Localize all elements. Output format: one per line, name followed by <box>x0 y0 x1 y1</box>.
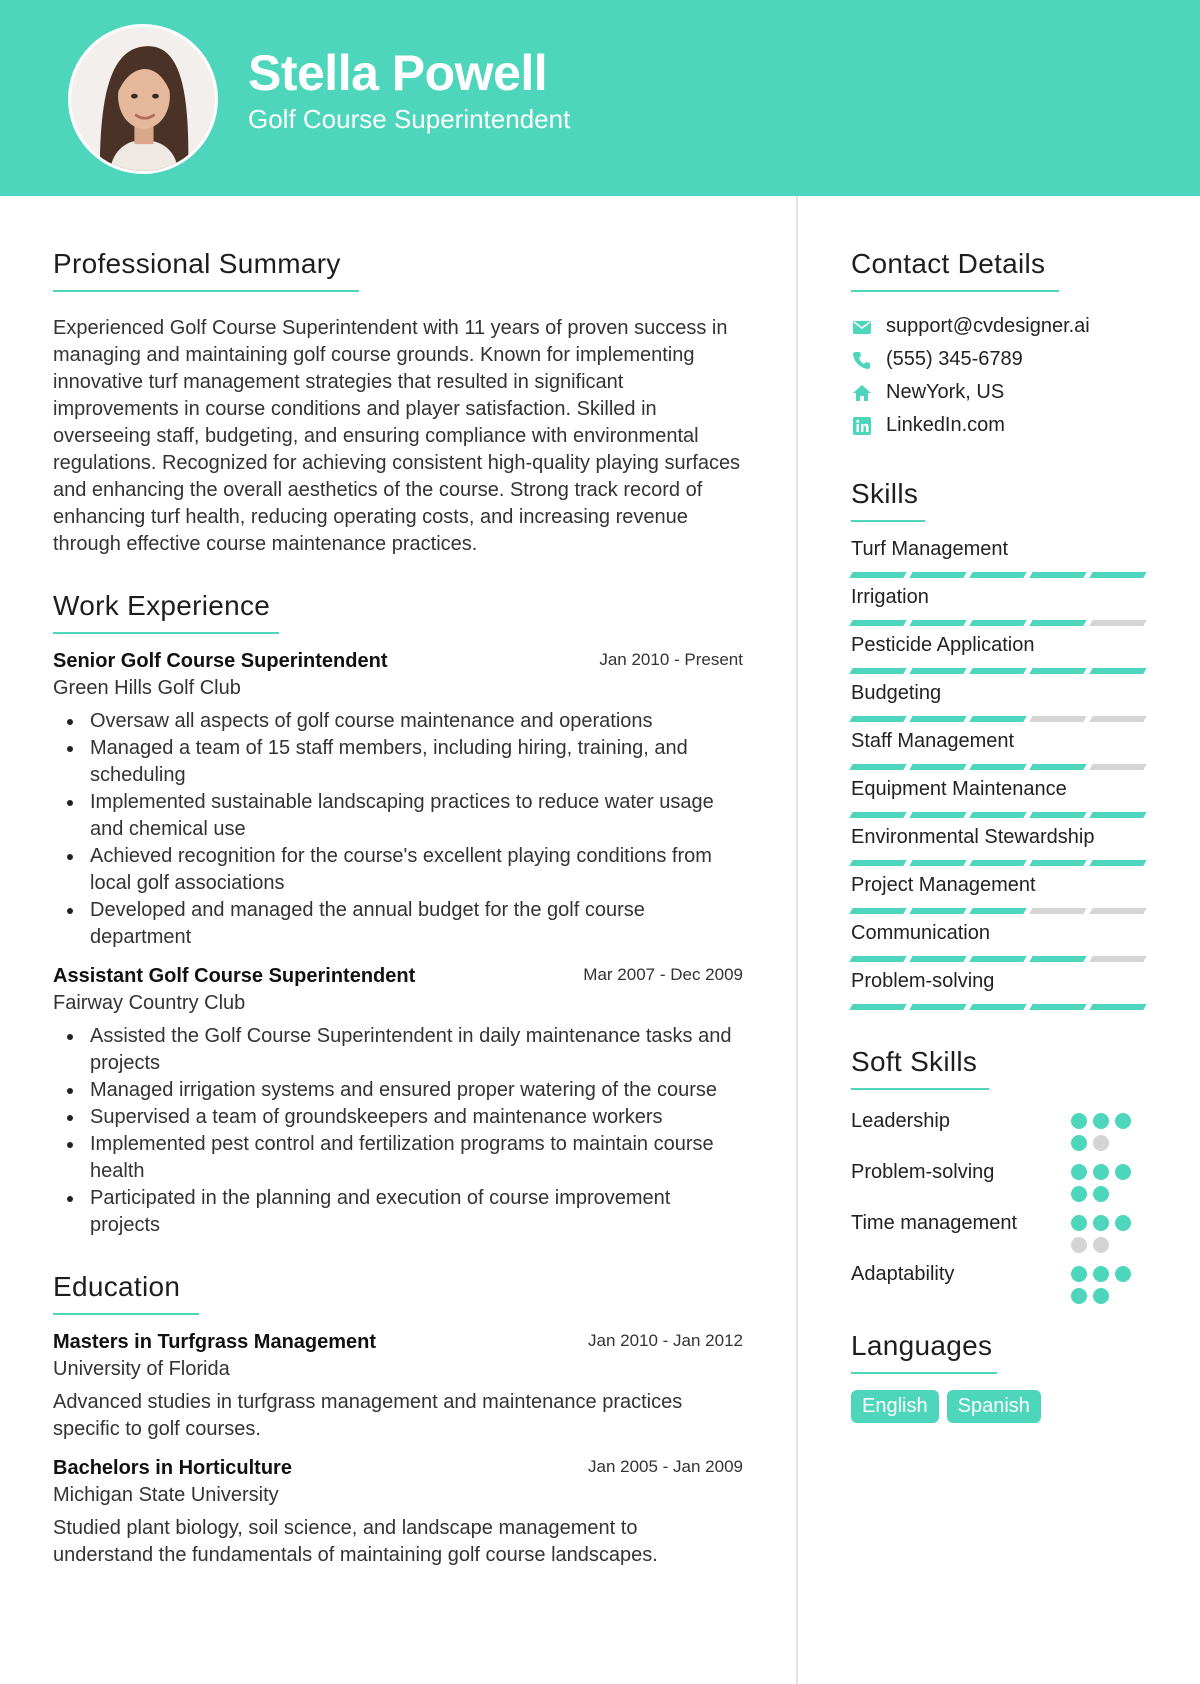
job-bullets <box>53 708 743 951</box>
skill-bar-filled <box>909 764 966 770</box>
skill-bar-filled <box>849 620 906 626</box>
job-bullet: Participated in the planning and execution of course improvement projects <box>53 1185 743 1239</box>
skill-level-bars <box>851 1004 1151 1010</box>
skill-bar-filled <box>969 956 1026 962</box>
skill-name: Irrigation <box>851 586 929 608</box>
skill-bar-filled <box>969 668 1026 674</box>
skill-bar-filled <box>1089 812 1146 818</box>
skill-item <box>851 632 1151 674</box>
skill-bar-filled <box>909 1004 966 1010</box>
rating-dot-filled <box>1115 1164 1131 1180</box>
rating-dot-filled <box>1071 1288 1087 1304</box>
skill-bar-filled <box>849 860 906 866</box>
school-name: Michigan State University <box>53 1484 279 1506</box>
degree-title: Masters in Turfgrass Management <box>53 1331 377 1353</box>
skill-level-bars <box>851 668 1151 674</box>
skill-item <box>851 584 1151 626</box>
skill-bar-filled <box>909 812 966 818</box>
candidate-name: Stella Powell <box>248 45 548 101</box>
soft-skill-rating <box>1071 1108 1151 1151</box>
skill-bar-filled <box>849 1004 906 1010</box>
side-column <box>851 196 1151 1423</box>
job-entry <box>53 650 743 951</box>
skill-bar-filled <box>909 716 966 722</box>
skill-bar-empty <box>1029 716 1086 722</box>
skill-item <box>851 824 1151 866</box>
job-bullet: Achieved recognition for the course's excellent playing conditions from local golf associations <box>53 843 743 897</box>
location-text: NewYork, US <box>886 381 1005 403</box>
skill-item <box>851 920 1151 962</box>
languages-section <box>851 1330 1151 1423</box>
profile-photo-illustration <box>71 27 215 171</box>
skill-bar-empty <box>1089 908 1146 914</box>
summary-section <box>53 248 743 558</box>
rating-dot-filled <box>1115 1113 1131 1129</box>
skill-level-bars <box>851 620 1151 626</box>
skill-bar-filled <box>1089 1004 1146 1010</box>
skill-bar-filled <box>969 620 1026 626</box>
skill-bar-filled <box>1029 764 1086 770</box>
phone-text: (555) 345-6789 <box>886 348 1023 370</box>
candidate-title: Golf Course Superintendent <box>248 104 571 134</box>
rating-dot-filled <box>1071 1164 1087 1180</box>
soft-skill-rating <box>1071 1261 1151 1304</box>
skill-bar-filled <box>1029 1004 1086 1010</box>
education-heading: Education <box>53 1271 199 1315</box>
skill-item <box>851 536 1151 578</box>
rating-dot-filled <box>1093 1164 1109 1180</box>
skill-bar-filled <box>849 668 906 674</box>
job-bullet: Assisted the Golf Course Superintendent in daily maintenance tasks and projects <box>53 1023 743 1077</box>
contact-email[interactable] <box>851 310 1151 343</box>
skill-level-bars <box>851 908 1151 914</box>
job-title: Assistant Golf Course Superintendent <box>53 965 416 987</box>
job-organization: Fairway Country Club <box>53 992 246 1014</box>
contact-phone[interactable] <box>851 343 1151 376</box>
column-divider <box>796 196 798 1684</box>
summary-text: Experienced Golf Course Superintendent with 11 years of proven success in managing and maintaining golf course grounds. Known for implementing innovative turf management strategies that resulted in significant improvements in course conditions and player satisfaction. Skilled in overseeing staff, budgeting, and ensuring compliance with environmental regulations. Recognized for achieving consistent high-quality playing surfaces and enhancing the overall aesthetics of the course. Strong track record of enhancing turf health, reducing operating costs, and increasing revenue through effective course maintenance practices. <box>53 317 741 555</box>
rating-dot-filled <box>1093 1113 1109 1129</box>
job-bullet: Managed irrigation systems and ensured proper watering of the course <box>53 1077 743 1104</box>
skill-name: Turf Management <box>851 538 1009 560</box>
job-date: Jan 2010 - Present <box>599 650 743 669</box>
skill-bar-filled <box>909 956 966 962</box>
rating-dot-filled <box>1071 1113 1087 1129</box>
skill-bar-filled <box>909 668 966 674</box>
skill-bar-filled <box>969 572 1026 578</box>
skill-bar-filled <box>909 620 966 626</box>
skill-level-bars <box>851 956 1151 962</box>
soft-skill-name: Leadership <box>851 1110 950 1132</box>
degree-description: Advanced studies in turfgrass management and maintenance practices specific to golf courses. <box>53 1391 683 1440</box>
rating-dot-filled <box>1115 1215 1131 1231</box>
skill-bar-filled <box>849 716 906 722</box>
soft-skill-item <box>851 1159 1151 1202</box>
skill-bar-filled <box>909 860 966 866</box>
job-bullet: Implemented pest control and fertilization programs to maintain course health <box>53 1131 743 1185</box>
skill-item <box>851 872 1151 914</box>
job-organization: Green Hills Golf Club <box>53 677 241 699</box>
skill-bar-filled <box>1029 812 1086 818</box>
language-badge: Spanish <box>947 1390 1041 1423</box>
contact-linkedin[interactable] <box>851 409 1151 442</box>
rating-dot-filled <box>1093 1215 1109 1231</box>
contact-section <box>851 248 1151 442</box>
job-bullet: Developed and managed the annual budget for the golf course department <box>53 897 743 951</box>
soft-skill-item <box>851 1108 1151 1151</box>
soft-skill-name: Time management <box>851 1212 1017 1234</box>
rating-dot-filled <box>1071 1135 1087 1151</box>
languages-list <box>851 1390 1151 1423</box>
job-bullet: Oversaw all aspects of golf course maintenance and operations <box>53 708 743 735</box>
skill-bar-filled <box>849 908 906 914</box>
soft-skills-heading: Soft Skills <box>851 1046 989 1090</box>
phone-icon <box>851 349 873 371</box>
job-bullet: Supervised a team of groundskeepers and maintenance workers <box>53 1104 743 1131</box>
skill-bar-filled <box>849 572 906 578</box>
job-date: Mar 2007 - Dec 2009 <box>583 965 743 984</box>
skill-level-bars <box>851 764 1151 770</box>
job-bullet: Managed a team of 15 staff members, including hiring, training, and scheduling <box>53 735 743 789</box>
skill-item <box>851 680 1151 722</box>
degree-date: Jan 2005 - Jan 2009 <box>587 1457 743 1476</box>
skill-level-bars <box>851 812 1151 818</box>
skill-level-bars <box>851 572 1151 578</box>
skill-level-bars <box>851 860 1151 866</box>
skill-bar-empty <box>1089 956 1146 962</box>
school-name: University of Florida <box>53 1358 230 1380</box>
skill-bar-empty <box>1089 620 1146 626</box>
skill-bar-filled <box>849 764 906 770</box>
skill-level-bars <box>851 716 1151 722</box>
skill-item <box>851 728 1151 770</box>
skill-bar-filled <box>1029 572 1086 578</box>
soft-skills-list <box>851 1108 1151 1304</box>
job-title: Senior Golf Course Superintendent <box>53 650 388 672</box>
skill-name: Problem-solving <box>851 970 995 992</box>
skill-bar-empty <box>1029 908 1086 914</box>
skill-bar-filled <box>969 764 1026 770</box>
rating-dot-filled <box>1093 1288 1109 1304</box>
header-banner <box>0 0 1200 196</box>
skill-bar-empty <box>1089 716 1146 722</box>
skill-name: Staff Management <box>851 730 1015 752</box>
contact-heading: Contact Details <box>851 248 1059 292</box>
rating-dot-filled <box>1093 1266 1109 1282</box>
skill-bar-filled <box>1089 860 1146 866</box>
skill-bar-filled <box>1029 668 1086 674</box>
rating-dot-filled <box>1071 1215 1087 1231</box>
job-bullets <box>53 1023 743 1239</box>
skill-item <box>851 968 1151 1010</box>
skills-heading: Skills <box>851 478 925 522</box>
degree-description: Studied plant biology, soil science, and landscape management to understand the fundamentals of maintaining golf course landscapes. <box>53 1517 658 1566</box>
rating-dot-filled <box>1115 1266 1131 1282</box>
education-entry <box>53 1331 743 1443</box>
email-text: support@cvdesigner.ai <box>886 315 1090 337</box>
rating-dot-empty <box>1093 1237 1109 1253</box>
work-section <box>53 590 743 1239</box>
rating-dot-empty <box>1071 1237 1087 1253</box>
work-heading: Work Experience <box>53 590 279 634</box>
rating-dot-filled <box>1093 1186 1109 1202</box>
education-entry <box>53 1457 743 1569</box>
skill-bar-filled <box>969 716 1026 722</box>
contact-location <box>851 376 1151 409</box>
skill-bar-empty <box>1089 764 1146 770</box>
soft-skill-name: Adaptability <box>851 1263 955 1285</box>
job-entry <box>53 965 743 1239</box>
soft-skills-section <box>851 1046 1151 1304</box>
skill-name: Project Management <box>851 874 1036 896</box>
soft-skill-item <box>851 1261 1151 1304</box>
linkedin-icon <box>851 415 873 437</box>
skill-name: Equipment Maintenance <box>851 778 1067 800</box>
job-bullet: Implemented sustainable landscaping practices to reduce water usage and chemical use <box>53 789 743 843</box>
summary-heading: Professional Summary <box>53 248 359 292</box>
education-section <box>53 1271 743 1569</box>
rating-dot-empty <box>1093 1135 1109 1151</box>
skill-bar-filled <box>969 860 1026 866</box>
skill-bar-filled <box>1029 956 1086 962</box>
email-icon <box>851 316 873 338</box>
skill-bar-filled <box>969 1004 1026 1010</box>
skill-bar-filled <box>909 572 966 578</box>
skill-bar-filled <box>1029 860 1086 866</box>
skills-list <box>851 536 1151 1010</box>
soft-skill-rating <box>1071 1159 1151 1202</box>
skill-bar-filled <box>849 956 906 962</box>
skill-bar-filled <box>969 812 1026 818</box>
language-badge: English <box>851 1390 939 1423</box>
degree-title: Bachelors in Horticulture <box>53 1457 292 1479</box>
degree-date: Jan 2010 - Jan 2012 <box>587 1331 743 1350</box>
soft-skill-rating <box>1071 1210 1151 1253</box>
skill-name: Budgeting <box>851 682 942 704</box>
soft-skill-name: Problem-solving <box>851 1161 995 1183</box>
skills-section <box>851 478 1151 1010</box>
skill-bar-filled <box>849 812 906 818</box>
skill-name: Environmental Stewardship <box>851 826 1095 848</box>
profile-photo <box>68 24 218 174</box>
skill-item <box>851 776 1151 818</box>
skill-bar-filled <box>1089 668 1146 674</box>
skill-bar-filled <box>909 908 966 914</box>
skill-bar-filled <box>1089 572 1146 578</box>
skill-name: Communication <box>851 922 990 944</box>
main-column <box>53 196 743 1569</box>
linkedin-text: LinkedIn.com <box>886 414 1005 436</box>
skill-bar-filled <box>969 908 1026 914</box>
soft-skill-item <box>851 1210 1151 1253</box>
skill-bar-filled <box>1029 620 1086 626</box>
rating-dot-filled <box>1071 1266 1087 1282</box>
skill-name: Pesticide Application <box>851 634 1035 656</box>
languages-heading: Languages <box>851 1330 997 1374</box>
home-icon <box>851 382 873 404</box>
rating-dot-filled <box>1071 1186 1087 1202</box>
